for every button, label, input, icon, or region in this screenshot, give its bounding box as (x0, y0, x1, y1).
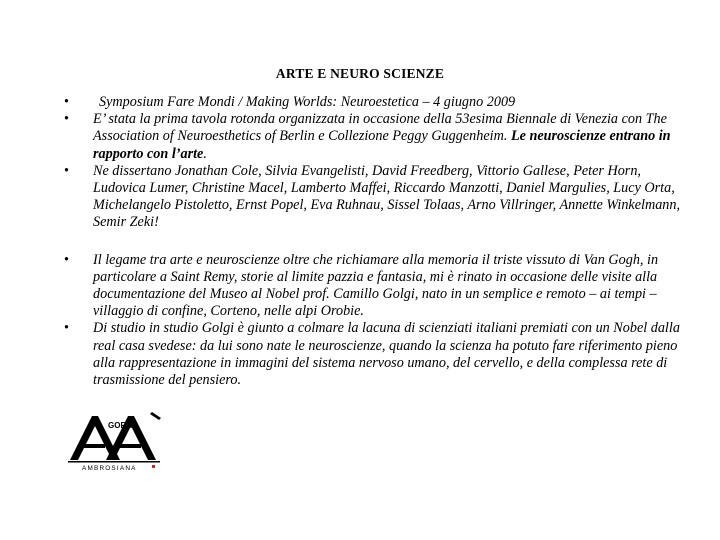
bullet-icon: • (64, 162, 69, 179)
list-item-text: Il legame tra arte e neuroscienze oltre che richiamare alla memoria il triste vissuto di Van Gogh, in particolare a Saint Remy, storie al limite pazzia e fantasia, mi è rinato in occasione delle visite alla documentazione del Museo al Nobel prof. Camillo Golgi, nato in un semplice e remoto – ai tempi – villaggio di confine, Corteno, nelle alpi Orobie. (93, 251, 659, 320)
list-item-tail: . (203, 145, 207, 162)
logo-bottom-text: AMBROSIANA (82, 465, 137, 472)
list-item-emphasis: Le neuroscienze entrano in rapporto con l’arte (93, 128, 671, 162)
bullet-list (64, 94, 684, 389)
list-item-text: Ne dissertano Jonathan Cole, Silvia Evangelisti, David Freedberg, Vittorio Gallese, Peter Horn, Ludovica Lumer, Christine Macel, Lamberto Maffei, Riccardo Manzotti, Daniel Margulies, Lucy Orta, Michelangelo Pistoletto, Ernst Popel, Eva Ruhnau, Sissel Tolaas, Arno Villringer, Annette Winkelmann, Semir Zeki! (93, 162, 681, 231)
list-item-text: E’ stata la prima tavola rotonda organizzata in occasione della 53esima Biennale di Venezia con The Association of Neuroesthetics of Berlin e Collezione Peggy Guggenheim. (93, 111, 667, 145)
logo-top-text: GORA (108, 421, 132, 430)
logo-letters-mark (68, 412, 161, 463)
bullet-icon: • (64, 251, 69, 268)
list-item-text: Symposium Fare Mondi / Making Worlds: Neuroestetica – 4 giugno 2009 (99, 94, 516, 110)
bullet-icon: • (64, 320, 69, 337)
list-item (64, 111, 684, 163)
agora-ambrosiana-logo (66, 408, 176, 472)
bullet-icon: • (64, 111, 69, 128)
list-item (64, 94, 684, 111)
list-item (64, 320, 684, 389)
logo-accent-dot (152, 465, 155, 468)
list-item (64, 252, 684, 321)
list-item (64, 163, 684, 232)
page-title: ARTE E NEURO SCIENZE (275, 66, 445, 81)
list-item-text: Di studio in studio Golgi è giunto a colmare la lacuna di scienziati italiani premiati con un Nobel dalla real casa svedese: da lui sono nate le neuroscienze, quando la scienza ha potuto fare riferimento pieno alla rappresentazione in immagini del sistema nervoso umano, del cervello, e della complessa rete di trasmissione del pensiero. (93, 320, 680, 389)
bullet-icon: • (64, 94, 69, 110)
